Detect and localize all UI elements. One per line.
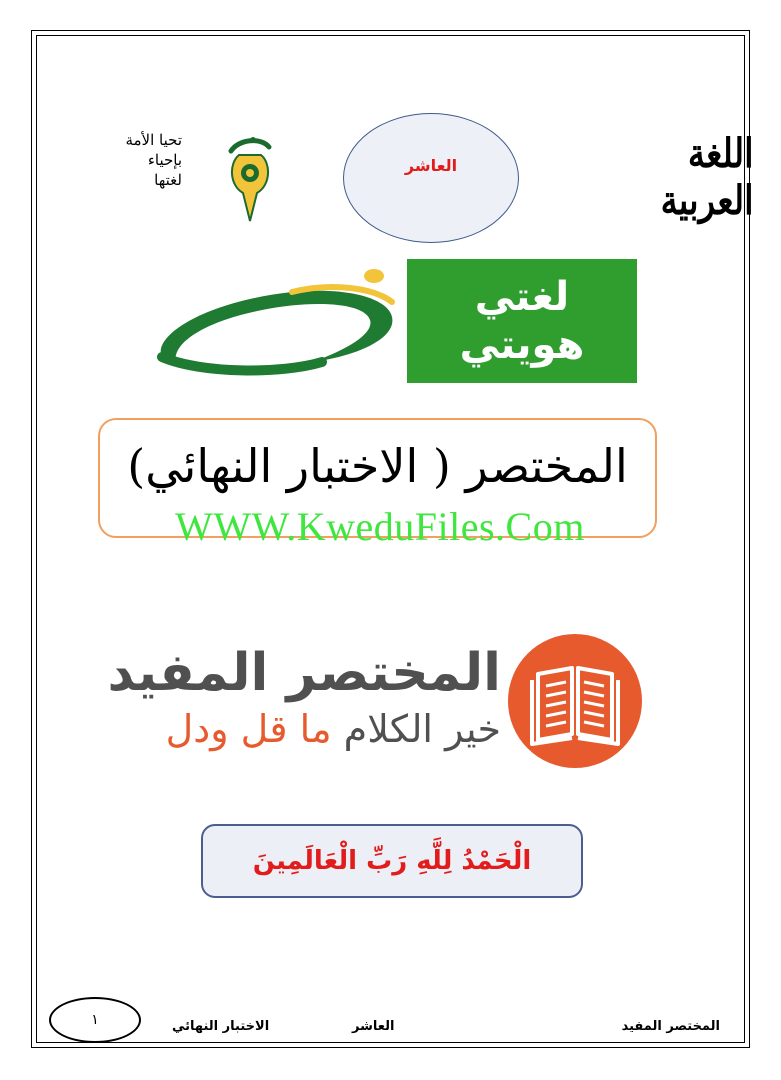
brand-tagline (133, 706, 501, 752)
praise-box (201, 824, 583, 898)
slogan-line: لغتها (154, 171, 182, 189)
open-book-icon (508, 634, 642, 768)
arabic-language-calligraphy-logo: اللغة العربية (660, 130, 754, 224)
page-title: المختصر ( الاختبار النهائي) (127, 439, 628, 493)
grade-oval (343, 113, 519, 243)
book-icon-circle (508, 634, 642, 768)
page-number: ١ (91, 1012, 99, 1028)
watermark: WWW.KweduFiles.Com (175, 504, 585, 549)
language-identity-banner (407, 259, 637, 383)
grade-label: العاشر (404, 155, 458, 175)
footer-exam: الاختبار النهائي (172, 1019, 270, 1034)
page-number-oval (49, 997, 141, 1043)
slogan (72, 130, 182, 190)
slogan-line: تحيا الأمة (125, 131, 182, 149)
praise-text: الْحَمْدُ لِلَّهِ رَبِّ الْعَالَمِينَ (252, 846, 532, 876)
slogan-line: بإحياء (147, 151, 182, 169)
pen-dad-logo-icon (225, 133, 275, 225)
banner-line: هويتي (459, 322, 585, 368)
dad-swoosh-logo-icon (142, 262, 407, 382)
footer-brand: المختصر المفيد (621, 1019, 720, 1034)
footer-grade: العاشر (352, 1019, 395, 1034)
tagline-accent: ما قل ودل (165, 707, 332, 751)
brand-name: المختصر المفيد (107, 643, 501, 703)
tagline-gray: خير الكلام (343, 707, 501, 751)
banner-line: لغتي (474, 274, 570, 320)
